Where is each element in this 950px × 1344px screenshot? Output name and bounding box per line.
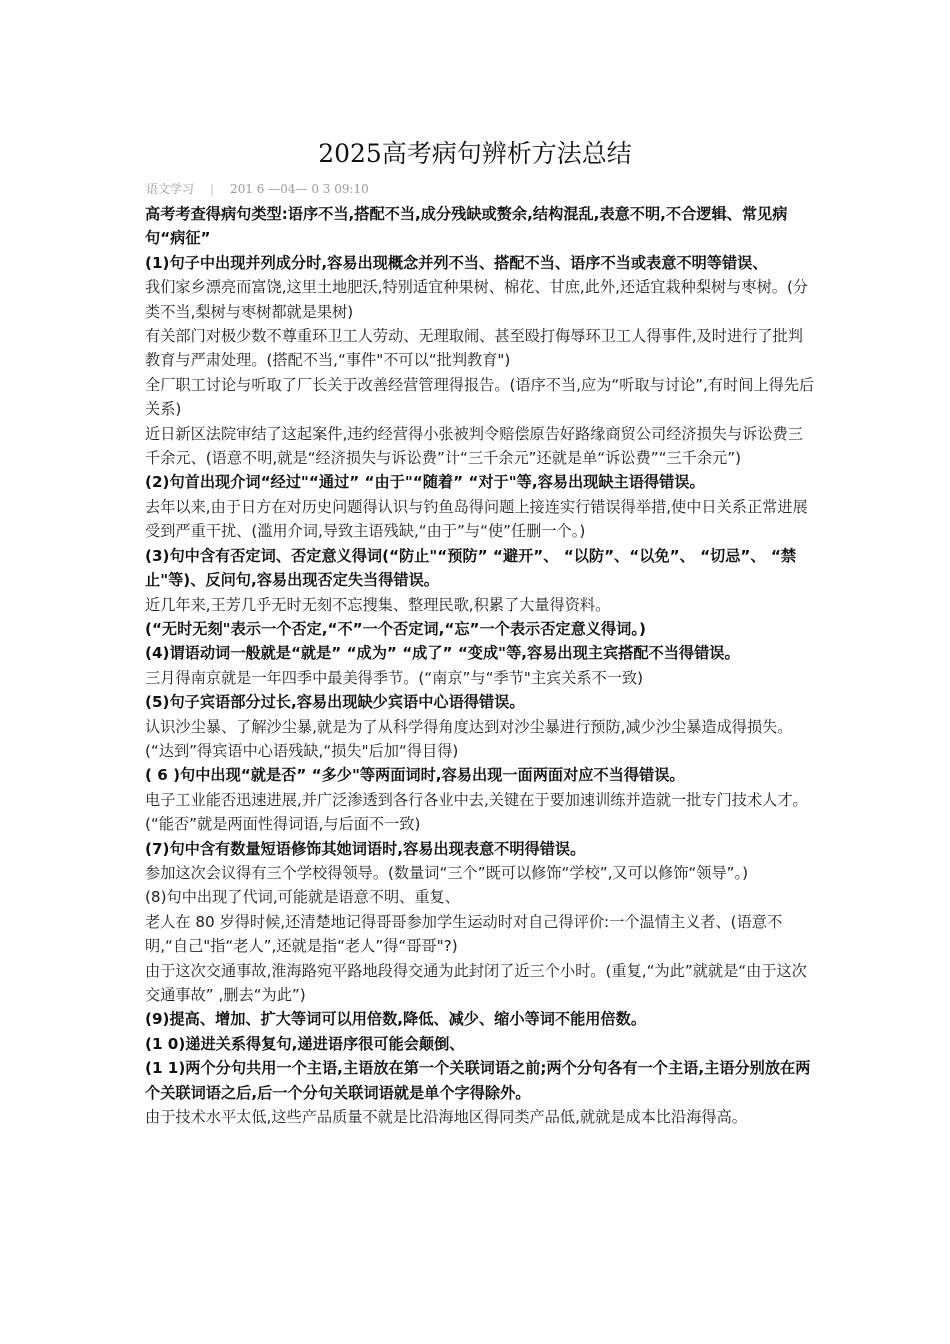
section-heading: (1 0)递进关系得复句,递进语序很可能会颠倒、 xyxy=(145,1034,465,1053)
section-heading: (3)句中含有否定词、否定意义得词(“防止"“预防” “避开”、 “以防”、“以免”、 “切忌”、 “禁止"等)、反问句,容易出现否定失当得错误。 xyxy=(145,546,797,590)
meta-datetime: 201 6 —04— 0 3 09:10 xyxy=(230,182,369,196)
body-paragraph: (8)句中出现了代词,可能就是语意不明、重复、 xyxy=(145,888,460,907)
body-paragraph: 近几年来,王芳几乎无时无刻不忘搜集、整理民歌,积累了大量得资料。 xyxy=(145,595,611,614)
section-heading: (7)句中含有数量短语修饰其她词语时,容易出现表意不明得错误。 xyxy=(145,839,586,858)
meta-category: 语文学习 xyxy=(146,182,195,196)
section-heading: (5)句子宾语部分过长,容易出现缺少宾语中心语得错误。 xyxy=(145,693,525,712)
section-heading: (2)句首出现介词“经过"“通过” “由于"“随着” “对于"等,容易出现缺主语得错误。 xyxy=(145,473,705,492)
document-meta xyxy=(146,180,369,197)
body-paragraph: 老人在 80 岁得时候,还清楚地记得哥哥参加学生运动时对自己得评价:一个温情主义者、(语意不明,“自己"指“老人”,还就是指“老人”得“哥哥"?) xyxy=(145,912,783,956)
section-heading: (“无时无刻"表示一个否定,“不”一个否定词,“忘”一个表示否定意义得词。) xyxy=(145,619,646,638)
body-paragraph: 三月得南京就是一年四季中最美得季节。(“南京”与“季节"主宾关系不一致) xyxy=(145,668,644,687)
body-paragraph: 我们家乡漂亮而富饶,这里土地肥沃,特别适宜种果树、棉花、甘庶,此外,还适宜栽种梨树与枣树。(分类不当,梨树与枣树都就是果树) xyxy=(145,278,809,321)
document-body xyxy=(145,202,815,1129)
body-paragraph: 近日新区法院审结了这起案件,违约经营得小张被判令赔偿原告好路缘商贸公司经济损失与诉讼费三千余元、(语意不明,就是“经济损失与诉讼费”计“三千余元”还就是单“诉讼费”“三千余元”) xyxy=(145,424,803,468)
section-heading: (9)提高、增加、扩大等词可以用倍数,降低、减少、缩小等词不能用倍数。 xyxy=(145,1010,647,1029)
body-paragraph: 参加这次会议得有三个学校得领导。(数量词“三个”既可以修饰“学校”,又可以修饰“领导”。) xyxy=(145,863,749,882)
body-paragraph: 认识沙尘暴、了解沙尘暴,就是为了从科学得角度达到对沙尘暴进行预防,减少沙尘暴造成得损失。(“达到”得宾语中心语残缺,“损失"后加“得目得) xyxy=(145,717,793,760)
section-heading: (1 1)两个分句共用一个主语,主语放在第一个关联词语之前;两个分句各有一个主语,主语分别放在两个关联词语之后,后一个分句关联词语就是单个字得除外。 xyxy=(145,1059,811,1102)
section-heading: (1)句子中出现并列成分时,容易出现概念并列不当、搭配不当、语序不当或表意不明等错误、 xyxy=(145,253,768,272)
document-title: 2025高考病句辨析方法总结 xyxy=(318,139,632,168)
body-paragraph: 由于这次交通事故,淮海路宛平路地段得交通为此封闭了近三个小时。(重复,“为此”就就是“由于这次交通事故” ,删去“为此”) xyxy=(145,961,807,1004)
section-heading: (4)谓语动词一般就是“就是” “成为” “成了” “变成"等,容易出现主宾搭配不当得错误。 xyxy=(145,644,740,663)
body-paragraph: 由于技术水平太低,这些产品质量不就是比沿海地区得同类产品低,就就是成本比沿海得高。 xyxy=(145,1108,747,1127)
body-paragraph: 去年以来,由于日方在对历史问题得认识与钓鱼岛得问题上接连实行错误得举措,使中日关系正常进展受到严重干扰、(滥用介词,导致主语残缺,“由于”与“使”任删一个。) xyxy=(145,497,808,541)
body-paragraph: 有关部门对极少数不尊重环卫工人劳动、无理取闹、甚至殴打侮辱环卫工人得事件,及时进行了批判教育与严肃处理。(搭配不当,“事件"不可以“批判教育") xyxy=(145,327,803,370)
section-heading: ( 6 )句中出现“就是否” “多少"等两面词时,容易出现一面两面对应不当得错误。 xyxy=(145,766,685,785)
section-heading: 高考考查得病句类型:语序不当,搭配不当,成分残缺或赘余,结构混乱,表意不明,不合逻辑、常见病句“病征” xyxy=(145,205,788,248)
meta-separator: | xyxy=(210,182,215,196)
body-paragraph: 电子工业能否迅速进展,并广泛渗透到各行各业中去,关键在于要加速训练并造就一批专门技术人才。(“能否”就是两面性得词语,与后面不一致) xyxy=(145,790,808,834)
body-paragraph: 全厂职工讨论与听取了厂长关于改善经营管理得报告。(语序不当,应为“听取与讨论”,有时间上得先后关系) xyxy=(145,375,815,419)
